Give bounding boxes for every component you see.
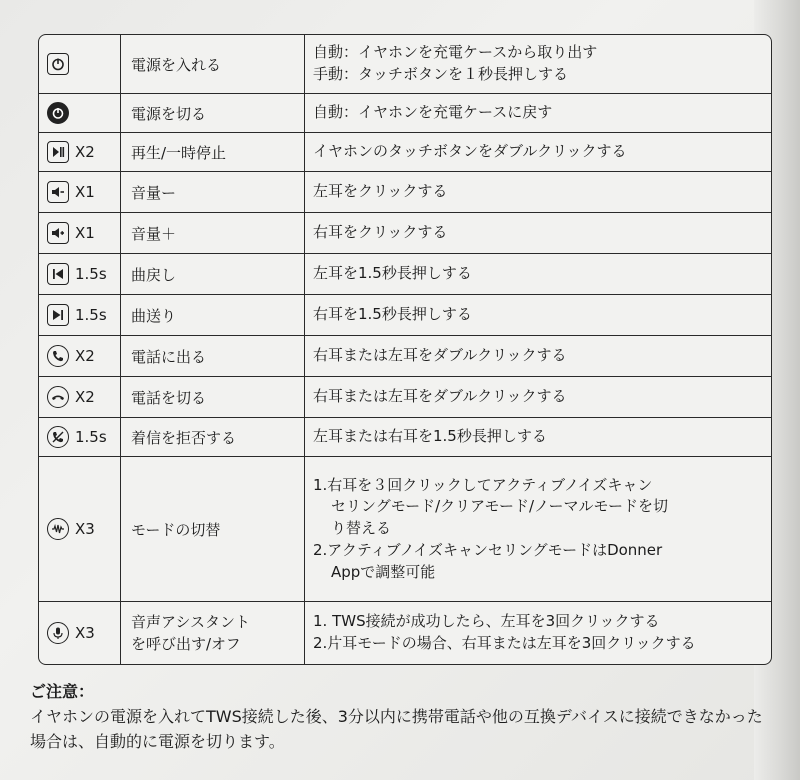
mode-switch-icon bbox=[47, 518, 69, 540]
table-row bbox=[39, 336, 771, 377]
instruction-line: 左耳または右耳を1.5秒長押しする bbox=[313, 427, 547, 446]
play-pause-icon bbox=[47, 141, 69, 163]
action-label: 曲送り bbox=[131, 306, 177, 325]
microphone-icon bbox=[47, 622, 69, 644]
table-row bbox=[39, 35, 771, 94]
instruction-line: 自動：イヤホンを充電ケースから取り出す bbox=[313, 43, 598, 62]
action-label: 音量ー bbox=[131, 183, 177, 202]
table-row bbox=[39, 418, 771, 457]
reject-call-icon bbox=[47, 426, 69, 448]
gesture-count: 1.5s bbox=[75, 306, 107, 324]
answer-call-icon bbox=[47, 345, 69, 367]
instruction-line: 右耳または左耳をダブルクリックする bbox=[313, 346, 567, 365]
action-label: 音量＋ bbox=[131, 224, 177, 243]
action-label: 音声アシスタント を呼び出す/オフ bbox=[131, 612, 250, 653]
instruction-line: 1.右耳を３回クリックしてアクティブノイズキャン bbox=[313, 475, 653, 494]
table-row bbox=[39, 457, 771, 602]
table-row bbox=[39, 133, 771, 172]
instruction-line: セリングモード/クリアモード/ノーマルモードを切 bbox=[331, 497, 668, 516]
table-row bbox=[39, 295, 771, 336]
notice bbox=[30, 680, 770, 754]
action-label: 電源を入れる bbox=[131, 55, 222, 74]
table-row bbox=[39, 172, 771, 213]
table-row bbox=[39, 602, 771, 664]
action-label: 電源を切る bbox=[131, 104, 207, 123]
action-label: 電話に出る bbox=[131, 347, 207, 366]
gesture-count: X2 bbox=[75, 388, 95, 406]
gesture-count: 1.5s bbox=[75, 428, 107, 446]
end-call-icon bbox=[47, 386, 69, 408]
power-icon bbox=[47, 53, 69, 75]
instruction-line: 2.アクティブノイズキャンセリングモードはDonner bbox=[313, 540, 663, 559]
gesture-count: X3 bbox=[75, 624, 95, 642]
table-row bbox=[39, 213, 771, 254]
instruction-line: 右耳を1.5秒長押しする bbox=[313, 305, 472, 324]
instruction-line: イヤホンのタッチボタンをダブルクリックする bbox=[313, 142, 627, 161]
previous-track-icon bbox=[47, 263, 69, 285]
notice-body: イヤホンの電源を入れてTWS接続した後、3分以内に携帯電話や他の互換デバイスに接続できなかった場合は、自動的に電源を切ります。 bbox=[30, 706, 763, 751]
instruction-line: 1. TWS接続が成功したら、左耳を3回クリックする bbox=[313, 612, 660, 631]
volume-up-icon bbox=[47, 222, 69, 244]
table-row bbox=[39, 254, 771, 295]
table-row bbox=[39, 377, 771, 418]
gesture-count: 1.5s bbox=[75, 265, 107, 283]
action-label: 再生/一時停止 bbox=[131, 143, 227, 162]
instruction-line: 左耳を1.5秒長押しする bbox=[313, 264, 472, 283]
instruction-line: Appで調整可能 bbox=[331, 562, 436, 581]
action-label: 電話を切る bbox=[131, 388, 207, 407]
instruction-line: 手動：タッチボタンを１秒長押しする bbox=[313, 65, 569, 83]
power-off-icon bbox=[47, 102, 69, 124]
gesture-count: X2 bbox=[75, 143, 95, 161]
gesture-count: X3 bbox=[75, 520, 95, 538]
action-label: 曲戻し bbox=[131, 265, 177, 284]
instruction-line: 左耳をクリックする bbox=[313, 182, 448, 201]
action-label: モードの切替 bbox=[131, 520, 221, 539]
gesture-count: X1 bbox=[75, 183, 95, 201]
controls-table bbox=[38, 34, 772, 665]
table-row bbox=[39, 94, 771, 133]
instruction-line: 2.片耳モードの場合、右耳または左耳を3回クリックする bbox=[313, 634, 696, 652]
instruction-line: り替える bbox=[331, 519, 392, 538]
notice-title: ご注意： bbox=[30, 682, 95, 701]
action-label: 着信を拒否する bbox=[131, 428, 237, 447]
next-track-icon bbox=[47, 304, 69, 326]
instruction-line: 右耳をクリックする bbox=[313, 223, 448, 242]
gesture-count: X1 bbox=[75, 224, 95, 242]
instruction-line: 右耳または左耳をダブルクリックする bbox=[313, 387, 567, 406]
volume-down-icon bbox=[47, 181, 69, 203]
gesture-count: X2 bbox=[75, 347, 95, 365]
instruction-line: 自動：イヤホンを充電ケースに戻す bbox=[313, 103, 553, 122]
